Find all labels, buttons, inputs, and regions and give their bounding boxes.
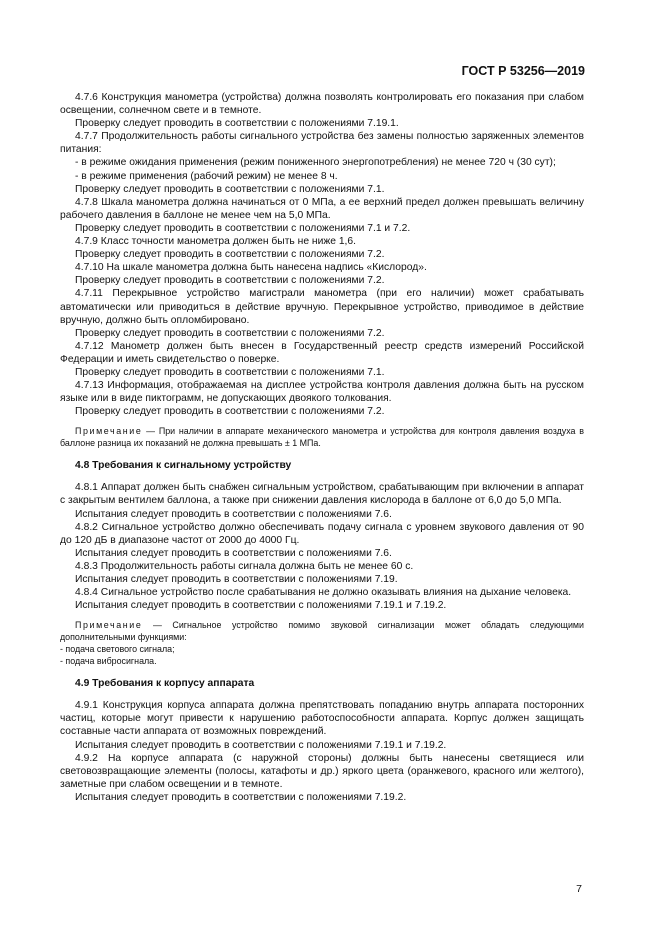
note-list-item: - подача вибросигнала. <box>60 656 157 667</box>
section-4-8-title: 4.8 Требования к сигнальному устройству <box>75 460 292 472</box>
clause-4-7-6: 4.7.6 Конструкция манометра (устройства) должна позволять контролировать его показания при слабом освещении, солнечном свете и в темноте. <box>60 92 584 117</box>
clause-4-7-10: 4.7.10 На шкале манометра должна быть нанесена надпись «Кислород». <box>75 262 427 274</box>
test-reference: Испытания следует проводить в соответствии с положениями 7.19.2. <box>75 791 407 803</box>
section-4-9 <box>60 699 584 804</box>
page-number: 7 <box>576 883 582 895</box>
note-signal <box>60 619 584 643</box>
list-item: - в режиме ожидания применения (режим пониженного энергопотребления) не менее 720 ч (30 сут); <box>75 157 556 169</box>
test-reference: Испытания следует проводить в соответствии с положениями 7.19.1 и 7.19.2. <box>75 739 447 751</box>
section-4-9-title: 4.9 Требования к корпусу аппарата <box>75 678 255 690</box>
check-reference: Проверку следует проводить в соответствии с положениями 7.1 и 7.2. <box>75 222 411 234</box>
test-reference: Испытания следует проводить в соответствии с положениями 7.19. <box>75 574 398 585</box>
check-reference: Проверку следует проводить в соответствии с положениями 7.2. <box>75 406 385 418</box>
check-reference: Проверку следует проводить в соответствии с положениями 7.1. <box>75 183 385 195</box>
test-reference: Испытания следует проводить в соответствии с положениями 7.6. <box>75 547 392 559</box>
check-reference: Проверку следует проводить в соответствии с положениями 7.2. <box>75 275 385 287</box>
clause-4-7-13: 4.7.13 Информация, отображаемая на дисплее устройства контроля давления должна быть на русском языке или в виде пиктограмм, не допускающих двоякого толкования. <box>60 380 584 405</box>
test-reference: Испытания следует проводить в соответствии с положениями 7.19.1 и 7.19.2. <box>75 600 447 612</box>
section-4-8 <box>60 481 584 667</box>
clause-4-8-1: 4.8.1 Аппарат должен быть снабжен сигнальным устройством, срабатывающим при включении в аппарат с закрытым вентилем баллона, а также при снижении давления кислорода в баллоне от 6,0 до 5,0 МПа. <box>60 482 584 507</box>
clause-4-8-4: 4.8.4 Сигнальное устройство после срабатывания не должно оказывать влияния на дыхание человека. <box>75 587 572 599</box>
note-pressure <box>60 425 584 449</box>
test-reference: Испытания следует проводить в соответствии с положениями 7.6. <box>75 508 392 520</box>
note-text: — Сигнальное устройство помимо звуковой сигнализации может обладать следующими дополнительными функциями: <box>60 620 584 643</box>
clause-4-7-7: 4.7.7 Продолжительность работы сигнального устройства без замены полностью заряженных элементов питания: <box>60 131 584 156</box>
check-reference: Проверку следует проводить в соответствии с положениями 7.2. <box>75 249 385 261</box>
clause-4-8-3: 4.8.3 Продолжительность работы сигнала должна быть не менее 60 с. <box>75 560 414 572</box>
clause-4-7-continued <box>60 91 584 449</box>
clause-4-9-1: 4.9.1 Конструкция корпуса аппарата должна препятствовать попаданию внутрь аппарата посторонних частиц, которые могут привести к нарушению работоспособности аппарата. Корпус должен защищать составные части аппарата от возможных повреждений. <box>60 700 584 738</box>
check-reference: Проверку следует проводить в соответствии с положениями 7.2. <box>75 327 385 339</box>
note-list-item: - подача светового сигнала; <box>60 644 175 655</box>
check-reference: Проверку следует проводить в соответствии с положениями 7.1. <box>75 366 385 378</box>
note-label: Примечание <box>75 620 143 631</box>
list-item: - в режиме применения (рабочий режим) не менее 8 ч. <box>75 170 338 182</box>
document-code: ГОСТ Р 53256—2019 <box>461 64 585 78</box>
clause-4-8-2: 4.8.2 Сигнальное устройство должно обеспечивать подачу сигнала с уровнем звукового давления от 90 до 120 дБ в диапазоне частот от 2000 до 4000 Гц. <box>60 521 584 546</box>
clause-4-7-8: 4.7.8 Шкала манометра должна начинаться от 0 МПа, а ее верхний предел должен превышать величину рабочего давления в баллоне не менее чем на 5,0 МПа. <box>60 196 584 221</box>
note-text: — При наличии в аппарате механического манометра и устройства для контроля давления воздуха в баллоне разница их показаний не должна превышать ± 1 МПа. <box>60 426 584 449</box>
page-body <box>60 91 584 804</box>
clause-4-7-9: 4.7.9 Класс точности манометра должен быть не ниже 1,6. <box>75 236 357 248</box>
clause-4-7-11: 4.7.11 Перекрывное устройство магистрали манометра (при его наличии) может срабатывать автоматически или приводиться в действие вручную. Перекрывное устройство, приводимое в действие вручную, должно быть опломбировано. <box>60 288 584 326</box>
clause-4-9-2: 4.9.2 На корпусе аппарата (с наружной стороны) должны быть нанесены светящиеся или световозвращающие элементы (полосы, катафоты и др.) яркого цвета (оранжевого, красного или желтого), заметные при слабом освещении и в темноте. <box>60 752 584 790</box>
check-reference: Проверку следует проводить в соответствии с положениями 7.19.1. <box>75 118 399 130</box>
note-label: Примечание <box>75 426 143 437</box>
clause-4-7-12: 4.7.12 Манометр должен быть внесен в Государственный реестр средств измерений Российской Федерации и иметь свидетельство о поверке. <box>60 340 584 365</box>
